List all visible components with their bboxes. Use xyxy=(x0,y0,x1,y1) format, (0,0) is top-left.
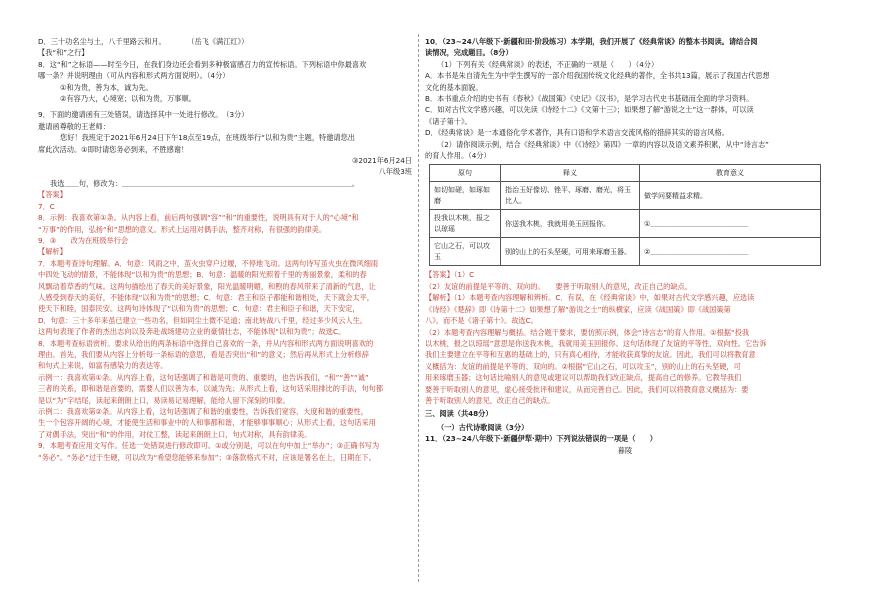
table-cell-meaning: 别的山上的石头坚硬，可用来琢磨玉器。 xyxy=(501,238,640,266)
table-cell-original: 如切如磋，如琢如磨 xyxy=(430,182,501,210)
text-line: 9．本题考查应用文写作。任选一处错误进行修改即可。①或分别是，可以在句中加上“举办”；③正确书写为 xyxy=(38,441,380,451)
text-line: 7．C xyxy=(38,201,55,211)
text-line: 这两句表现了作者的杰出志向以及奔赴战场建功立业的豪情壮志，不能体现“以和为贵”；故选C。 xyxy=(38,327,346,337)
table-cell-education: ①＿＿＿＿＿＿＿＿＿＿＿＿＿＿ xyxy=(640,210,821,238)
text-line: 使天下和睦，国泰民安。这两句诗体现了“以和为贵”的思想；C．句意：君主和臣子和谐，天下安定， xyxy=(38,304,360,314)
text-line: 示例二：我喜欢第②条。从内容上看，这句话强调了和谐的重要性，告诉我们宽容、大度和谐的重要性， xyxy=(38,407,368,416)
text-line: 【解析】 xyxy=(38,247,67,257)
text-line: C．如对古代文学感兴趣，可以先读《诗经十二》《文第十三》；如果想了解“游说之士”这一群体，可以读 xyxy=(425,105,754,115)
text-line: （2）请你阅读示例，结合《经典常谈》中《《诗经》第四》一章的内容以及语文素养积累，从中“诗言志” xyxy=(437,139,769,149)
text-line: 8．示例：我喜欢第①条。从内容上看，前后两句强调“容”“和”的重要性，说明具有对于人的“心境”和 xyxy=(38,213,359,223)
text-line: 和句式上来说，如富有感染力的表达等。 xyxy=(38,361,168,371)
poetry-education-table xyxy=(429,164,821,266)
text-line: 示例一：我喜欢第①条。从内容上看，这句话强调了和谐是可贵的、重要的，也告诉我们，“和”“善”“诚” xyxy=(38,372,369,382)
table-cell-meaning: 你送我木桃，我就用美玉回报你。 xyxy=(501,210,640,238)
text-line: 中四处飞动的情景，不能体现“以和为贵”的思想；B．句意：温暖的阳光照着千里的秀丽景象，柔和的春 xyxy=(38,270,367,280)
column-divider xyxy=(418,34,419,582)
text-line: 10．（23~24八年级下·新疆和田·阶段练习）本学期，我们开展了《经典常谈》的整本书阅读。请结合阅 xyxy=(425,37,758,46)
text-line: 三者的关系，即和谐是首要的，需要人们以善为本，以诚为先；从形式上看，这句话采用排比的手法，句句都 xyxy=(38,384,384,394)
text-line: 义概括为：友谊的前提是平等的、双向的。②根据“它山之石，可以攻玉”，别的山上的石头坚硬，可 xyxy=(425,361,741,371)
table-row xyxy=(430,182,821,210)
section-title: 三、阅读（共48分） xyxy=(425,409,493,419)
text-line: 您好！我班定于2021年6月24日下午18点至19点，在班级举行“以和为贵”主题，特邀请您出 xyxy=(60,133,355,143)
text-line: （1）下列有关《经典常谈》的表述，不正确的一项是（ ）（4分） xyxy=(437,59,659,69)
text-line: 人感受到春天的美好，不能体现“以和为贵”的思想；C．句意：君王和臣子都能和谐相处，天下就会太平， xyxy=(38,292,374,302)
table-header-education: 教育意义 xyxy=(640,165,821,182)
text-line: 【答案】 xyxy=(38,190,67,200)
text-line: 要善于听取别人的意见，虚心接受批评和建议，从而完善自己。因此，我们可以将教育意义概括为：要 xyxy=(425,384,749,394)
text-line: 的育人作用。（4分） xyxy=(425,151,491,161)
text-line: 【解析】（1）本题考查内容理解和辨析。C．有误，在《经典常谈》中，如果对古代文学感兴趣，应选读 xyxy=(425,293,755,303)
table-cell-original: 投我以木桃，报之以琼瑶 xyxy=(430,210,501,238)
text-line: 《诸子第十》。 xyxy=(425,116,472,126)
table-cell-education: ②＿＿＿＿＿＿＿＿＿＿＿＿＿＿ xyxy=(640,238,821,266)
text-line: 八》。而不是《诸子第十》。故选C。 xyxy=(425,316,538,326)
text-line: 理由。首先，我们要从内容上分析每一条标语的意思，看是否突出“和”的意义；然后再从形式上分析修辞 xyxy=(38,349,369,359)
text-line: 邀请函尊敬的王老师： xyxy=(38,121,110,131)
table-cell-education: 做学问要精益求精。 xyxy=(640,182,821,210)
text-line: “万事”的作用，弘扬“和”思想的意义。形式上运用对偶手法，整齐对称，有很强的韵律美。 xyxy=(38,224,327,234)
text-line: 以木桃，报之以琼瑶”意思是你送我木桃，我就用美玉回报你。这句话体现了友谊的平等性、双向性。它告诉 xyxy=(425,338,767,348)
text-line: （2）友谊的前提是平等的、双向的。 要善于听取别人的意见，改正自己的缺点。 xyxy=(425,281,692,291)
text-line: 我选＿＿句，修改为：＿＿＿＿＿＿＿＿＿＿＿＿＿＿＿＿＿＿＿＿＿＿＿＿＿＿＿＿＿＿＿＿。 xyxy=(50,178,360,188)
text-line: ②有容乃大，心境宽；以和为贵，万事顺。 xyxy=(60,94,196,104)
left-column xyxy=(38,36,412,463)
text-line: ③2021年6月24日 xyxy=(351,156,412,166)
text-line: 文化的基本面貌。 xyxy=(425,82,483,92)
text-line: 生一个包容开阔的心境，才能使生活和事业中的人和事都和谐，才能够事事顺心；从形式上看，这句话采用 xyxy=(38,418,376,428)
poem-title: 暮陵 xyxy=(617,445,633,455)
text-line: 是以“为”字结尾，读起来朗朗上口，易读易记易理解，能给人留下深刻的印象。 xyxy=(38,395,290,405)
text-line: 《诗经》《楚辞》即《诗第十二》如果想了解“游说之士”的纵横家，应读《战国策》即《战国策第 xyxy=(425,304,731,314)
text-line: 7．本题考查诗句理解。A．句意：风雨之中，茧火虫穿户过堰，不停地飞动。这两句诗写茧火虫在微风细雨 xyxy=(38,258,379,268)
question-11: 11．（23~24八年级下·新疆伊犁·期中）下列说法错误的一项是（ ） xyxy=(425,434,657,444)
text-line: A．本书是朱自清先生为中学生撰写的一部介绍我国传统文化经典的著作，全书共13篇，展示了我国古代思想 xyxy=(425,71,770,81)
text-line: （2）本题考查内容理解与概括。结合题干要求，要仿照示例，体会“诗言志”的育人作用。①根据“投我 xyxy=(425,327,750,337)
text-line: 8．本题考查标语赏析。要求从给出的两条标语中选择自己喜欢的一条，并从内容和形式两方面说明喜欢的 xyxy=(38,338,374,348)
text-line: D．句意：三十多年来虽已建立一些功名，但如同尘土微不足道；南北转战八千里，经过多少风云人生。 xyxy=(38,315,367,325)
text-line: 8．这“和”之标语——时至今日，在我们身边还会看到多种极富感召力的宣传标语。下列标语中你最喜欢 xyxy=(38,59,367,69)
text-line: 【我“和”之行】 xyxy=(38,48,89,58)
text-line: 哪一条？并说明理由（可从内容和形式两方面说明）。（4分） xyxy=(38,71,230,81)
text-line: “务必”。“务必”过于生硬，可以改为“希望您能够来参加”；③落款格式不对，应该是署名在上，日期在下。 xyxy=(38,452,376,462)
text-line: B．本书重点介绍的史书有《春秋》《战国策》《史记》《汉书》，是学习古代史书基础而全面的学习资料。 xyxy=(425,94,754,104)
text-line: 了对偶手法，突出“和”的作用，对仗工整，读起来朗朗上口，句式对称，具有韵律美。 xyxy=(38,429,312,439)
table-cell-original: 它山之石，可以攻玉 xyxy=(430,238,501,266)
text-line: ①和为贵，善为本，诚为先。 xyxy=(60,82,153,92)
text-line: 用来琢磨玉器；这句话比喻别人的意见或建议可以帮助我们改正缺点，提高自己的修养。它教导我们 xyxy=(425,373,742,383)
text-line: 席此次活动。①即时请您务必到来，不胜感谢！ xyxy=(38,144,189,154)
table-header-original: 原句 xyxy=(430,165,501,182)
subsection-title: （一）古代诗歌阅读（3分） xyxy=(437,422,529,432)
text-line: 9．下面的邀请函有三处错误，请选择其中一处进行修改。 （3分） xyxy=(38,110,249,120)
table-header-meaning: 释义 xyxy=(501,165,640,182)
text-line: 八年级3班 xyxy=(378,167,412,177)
table-cell-meaning: 指治玉好像切、锉平、琢磨、磨光，将玉比人。 xyxy=(501,182,640,210)
text-line: D．三十功名尘与土，八千里路云和月。 （岳飞《满江红》） xyxy=(38,37,249,46)
table-row xyxy=(430,238,821,266)
text-line: 9．③ 改为在班级举行会 xyxy=(38,235,129,245)
text-line: 【答案】（1）C xyxy=(425,270,475,280)
answer-10-block xyxy=(425,269,825,406)
right-column xyxy=(425,36,825,456)
text-line: 读情况，完成题目。（8分） xyxy=(425,48,513,58)
text-line: 善于听取别人的意见，改正自己的缺点。 xyxy=(425,395,555,405)
text-line: 我们主要建立在平等和互惠的基础上的，只有真心相待，才能收获真挚的友谊。因此，我们可以将教育意 xyxy=(425,350,756,360)
table-row xyxy=(430,210,821,238)
question-10-block xyxy=(425,36,825,161)
text-line: D．《经典常谈》是一本通俗化学术著作，具有口语和学术语言交流风格的措辞其实的语言风格。 xyxy=(425,128,729,138)
text-line: 风飘动着草香的气味。这两句描绘出了春天的美好景象，阳光温暖明媚，和煦的春风带来了清新的气息，让 xyxy=(38,281,376,291)
table-header-row xyxy=(430,165,821,182)
